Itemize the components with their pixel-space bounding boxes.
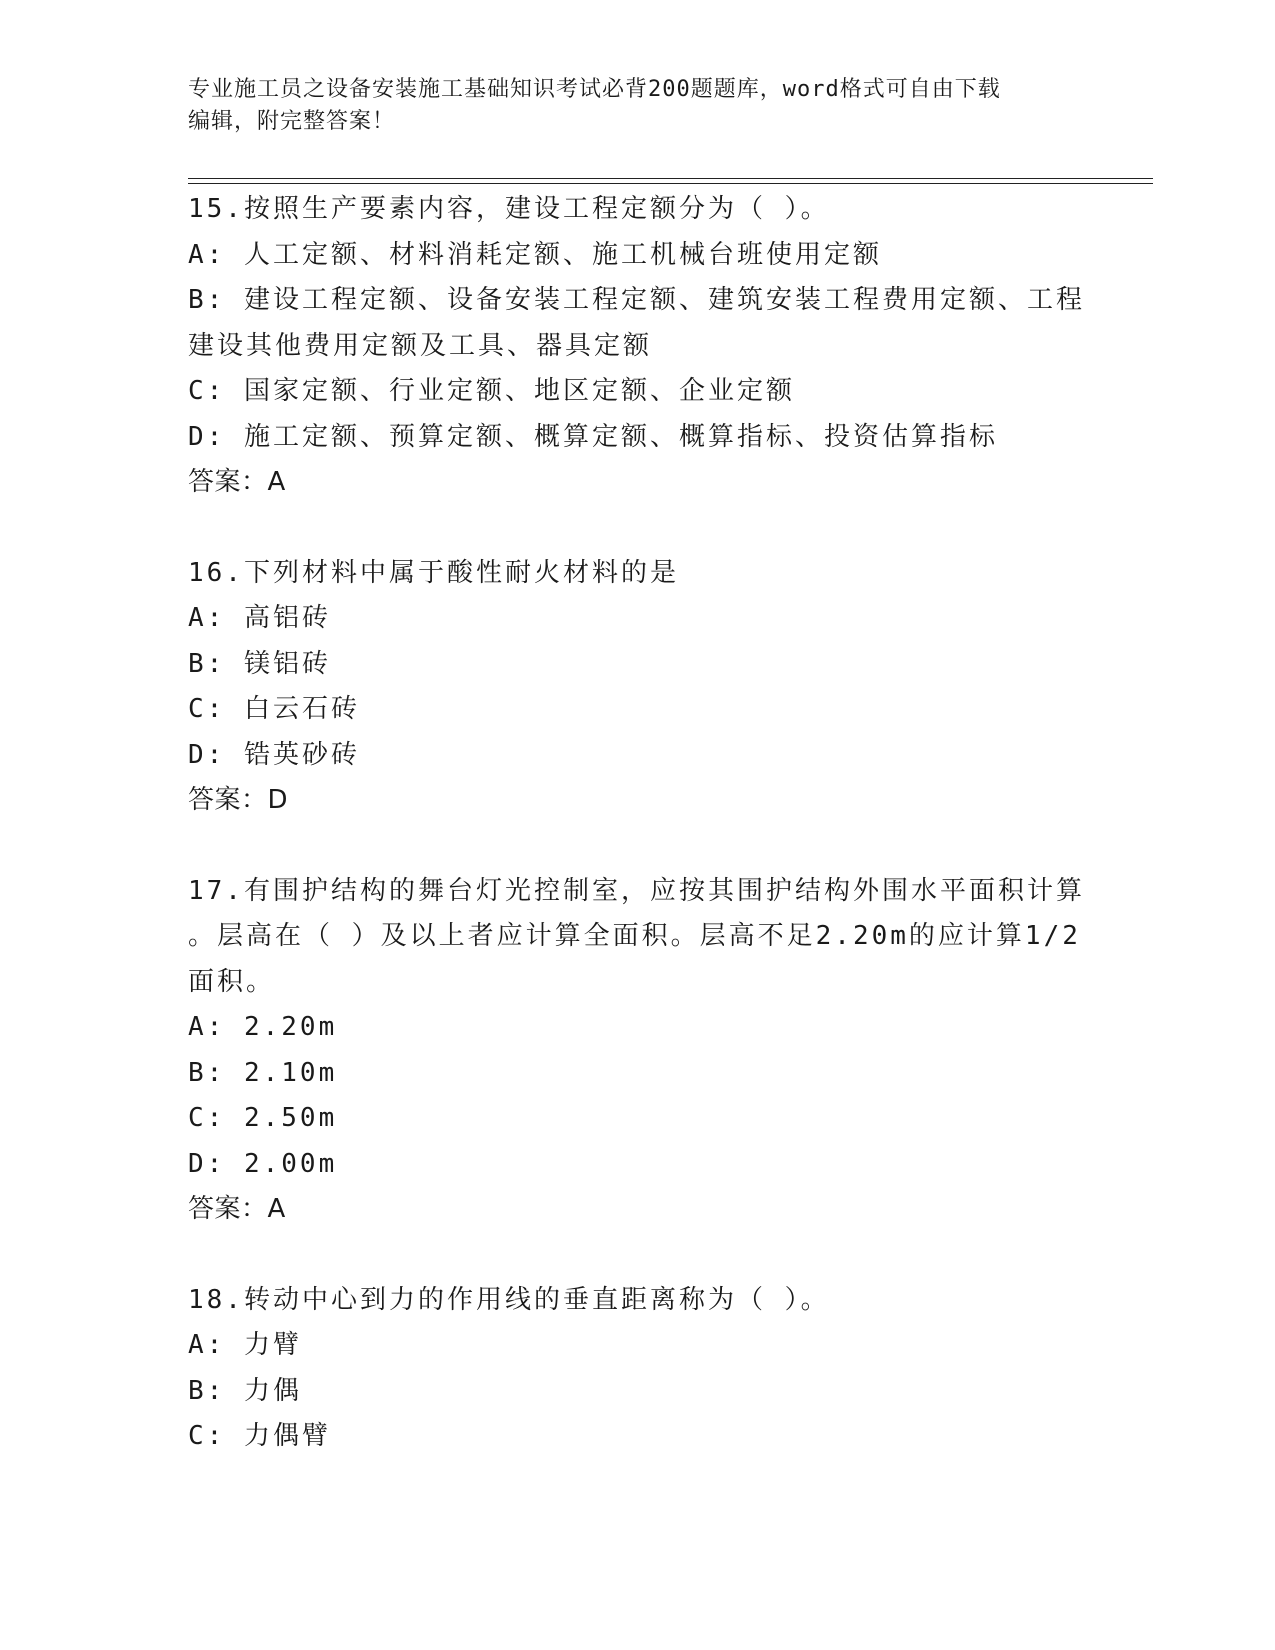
option-c: C: 白云石砖 [188,694,360,724]
question-spacer [188,824,1088,869]
question-stem: 15.按照生产要素内容，建设工程定额分为（ ）。 [188,194,830,224]
option-d: D: 施工定额、预算定额、概算定额、概算指标、投资估算指标 [188,421,998,452]
option-d: D: 锆英砂砖 [188,739,360,770]
option-d: D: 2.00m [188,1148,338,1179]
option-a: A: 高铝砖 [188,603,331,633]
answer-label: 答案：A [188,467,286,497]
option-b: B: 2.10m [188,1057,338,1088]
option-c: C: 2.50m [188,1103,338,1133]
option-b-continued: 建设其他费用定额及工具、器具定额 [188,330,653,361]
question-17 [188,869,1088,1233]
question-16 [188,551,1088,824]
question-list [188,187,1088,1460]
option-a: A: 2.20m [188,1012,338,1042]
header-title-line-2: 编辑，附完整答案！ [188,109,396,134]
question-stem: 16.下列材料中属于酸性耐火材料的是 [188,557,679,588]
question-15 [188,187,1088,506]
question-stem-continued: 。层高在（ ）及以上者应计算全面积。层高不足2.20m的应计算1/2 [188,921,1081,951]
question-spacer [188,1233,1088,1278]
answer-label: 答案：A [188,1194,286,1224]
option-b: B: 力偶 [188,1375,302,1406]
question-stem: 17.有围护结构的舞台灯光控制室，应按其围护结构外围水平面积计算 [188,875,1085,906]
answer-label: 答案：D [188,785,289,815]
option-c: C: 力偶臂 [188,1421,331,1451]
header-divider-top [188,178,1153,179]
option-a: A: 人工定额、材料消耗定额、施工机械台班使用定额 [188,239,882,270]
question-18 [188,1278,1088,1460]
question-stem: 18.转动中心到力的作用线的垂直距离称为（ ）。 [188,1284,830,1315]
question-stem-continued: 面积。 [188,966,276,997]
option-c: C: 国家定额、行业定额、地区定额、企业定额 [188,376,795,406]
header-divider-bottom [188,183,1153,184]
option-b: B: 镁铝砖 [188,648,331,679]
document-header [188,74,1078,138]
option-b: B: 建设工程定额、设备安装工程定额、建筑安装工程费用定额、工程 [188,285,1085,315]
question-spacer [188,506,1088,551]
header-title-line-1: 专业施工员之设备安装施工基础知识考试必背200题题库，word格式可自由下载 [188,77,1001,102]
option-a: A: 力臂 [188,1330,302,1360]
